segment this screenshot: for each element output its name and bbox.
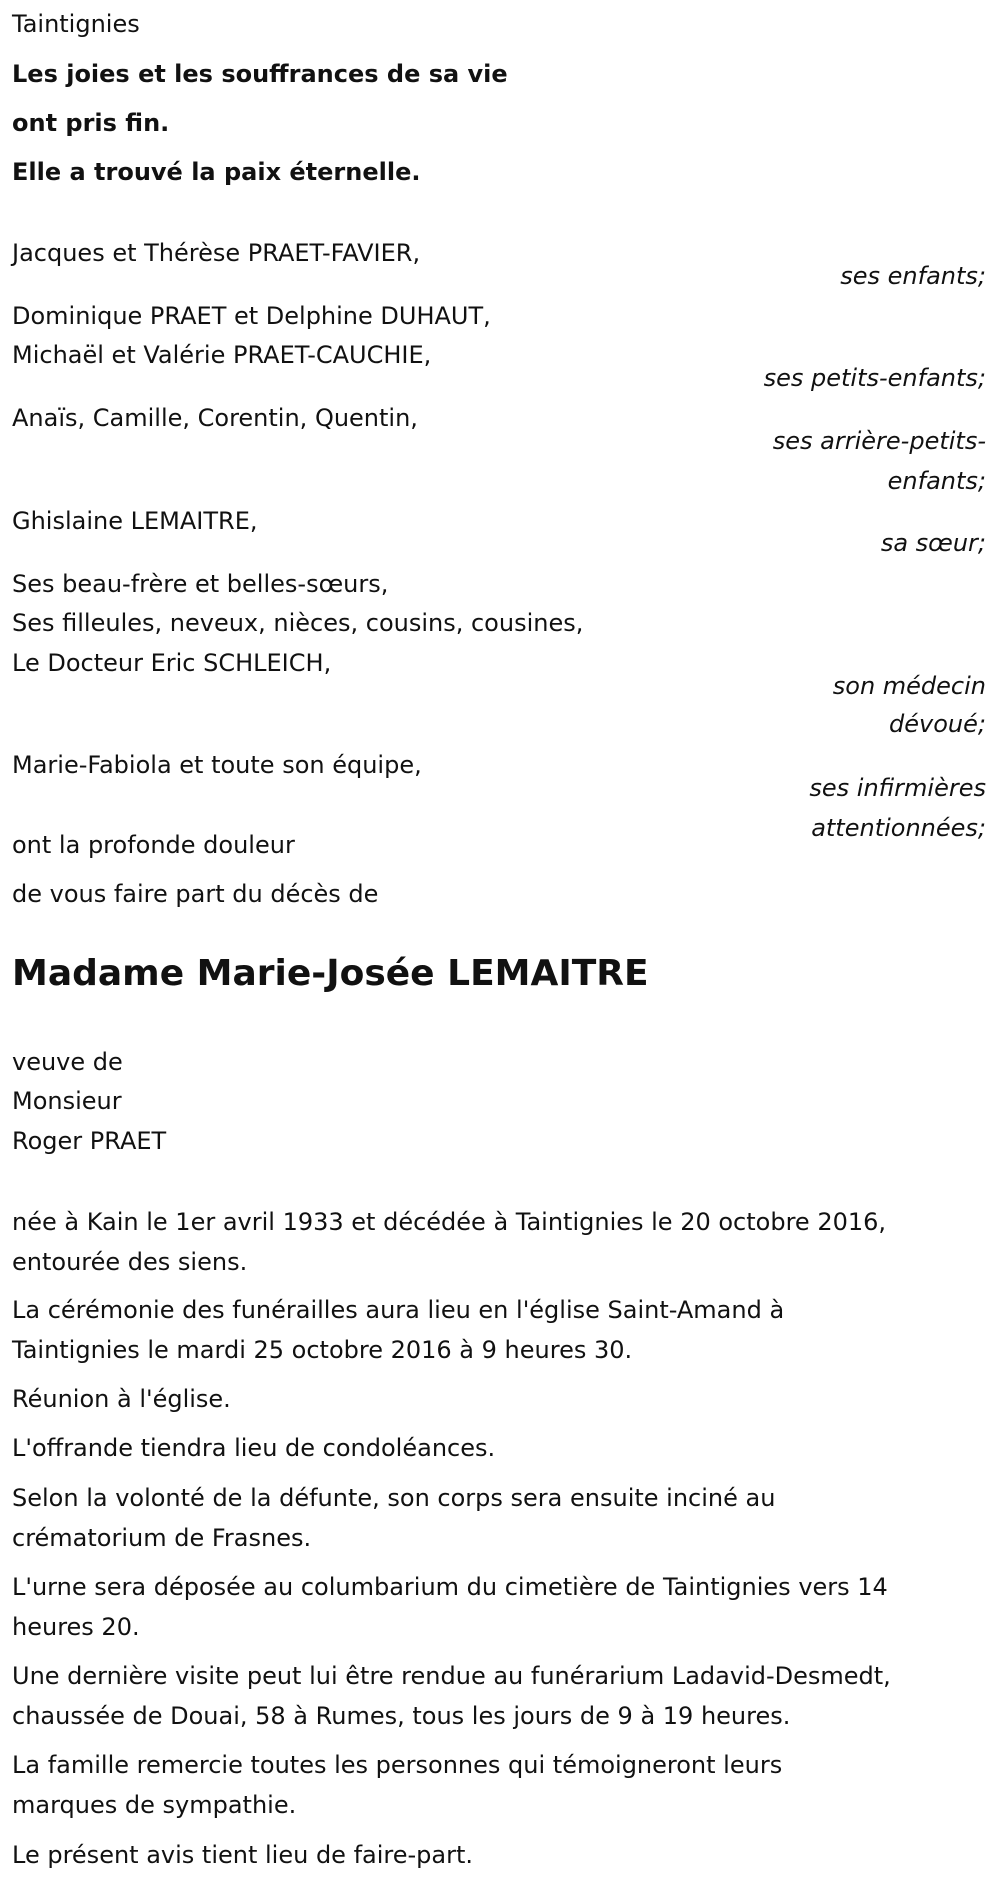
detail-line: L'offrande tiendra lieu de condoléances. (12, 1434, 496, 1462)
other-relatives: Ses filleules, neveux, nièces, cousins, cousines, (12, 609, 584, 637)
nurses-role: ses infirmières (809, 774, 986, 802)
doctor-role: son médecin (832, 672, 986, 700)
children-role: ses enfants; (840, 262, 986, 290)
doctor-role: dévoué; (889, 710, 986, 738)
spouse-line: veuve de (12, 1048, 123, 1076)
motto-line: Elle a trouvé la paix éternelle. (12, 158, 421, 186)
detail-line: crématorium de Frasnes. (12, 1524, 312, 1552)
detail-line: Selon la volonté de la défunte, son corps sera ensuite inciné au (12, 1484, 776, 1512)
detail-line: heures 20. (12, 1613, 140, 1641)
great-grandchildren-role: ses arrière-petits- (772, 427, 986, 455)
announce-line: ont la profonde douleur (12, 831, 295, 859)
nurses-role: attentionnées; (811, 814, 986, 842)
doctor-name: Le Docteur Eric SCHLEICH, (12, 649, 332, 677)
location: Taintignies (12, 10, 140, 38)
detail-line: entourée des siens. (12, 1248, 248, 1276)
spouse-line: Monsieur (12, 1087, 122, 1115)
grandchildren-names: Dominique PRAET et Delphine DUHAUT, (12, 302, 491, 330)
nurses-names: Marie-Fabiola et toute son équipe, (12, 751, 422, 779)
detail-line: chaussée de Douai, 58 à Rumes, tous les jours de 9 à 19 heures. (12, 1702, 791, 1730)
sister-name: Ghislaine LEMAITRE, (12, 507, 258, 535)
detail-line: Le présent avis tient lieu de faire-part. (12, 1841, 474, 1869)
motto-line: ont pris fin. (12, 109, 170, 137)
detail-line: Réunion à l'église. (12, 1385, 231, 1413)
detail-line: L'urne sera déposée au columbarium du cimetière de Taintignies vers 14 (12, 1573, 888, 1601)
detail-line: Taintignies le mardi 25 octobre 2016 à 9 heures 30. (12, 1336, 633, 1364)
grandchildren-role: ses petits-enfants; (763, 364, 986, 392)
announce-line: de vous faire part du décès de (12, 880, 379, 908)
deceased-name: Madame Marie-Josée LEMAITRE (12, 953, 649, 994)
detail-line: née à Kain le 1er avril 1933 et décédée à Taintignies le 20 octobre 2016, (12, 1208, 887, 1236)
children-names: Jacques et Thérèse PRAET-FAVIER, (12, 239, 421, 267)
motto-line: Les joies et les souffrances de sa vie (12, 60, 508, 88)
sister-role: sa sœur; (880, 529, 986, 557)
detail-line: Une dernière visite peut lui être rendue au funérarium Ladavid-Desmedt, (12, 1662, 891, 1690)
other-relatives: Ses beau-frère et belles-sœurs, (12, 570, 389, 598)
great-grandchildren-names: Anaïs, Camille, Corentin, Quentin, (12, 404, 418, 432)
grandchildren-names: Michaël et Valérie PRAET-CAUCHIE, (12, 341, 432, 369)
detail-line: La famille remercie toutes les personnes qui témoigneront leurs (12, 1751, 783, 1779)
great-grandchildren-role: enfants; (887, 467, 986, 495)
detail-line: La cérémonie des funérailles aura lieu en l'église Saint-Amand à (12, 1296, 785, 1324)
detail-line: marques de sympathie. (12, 1791, 297, 1819)
spouse-line: Roger PRAET (12, 1127, 167, 1155)
